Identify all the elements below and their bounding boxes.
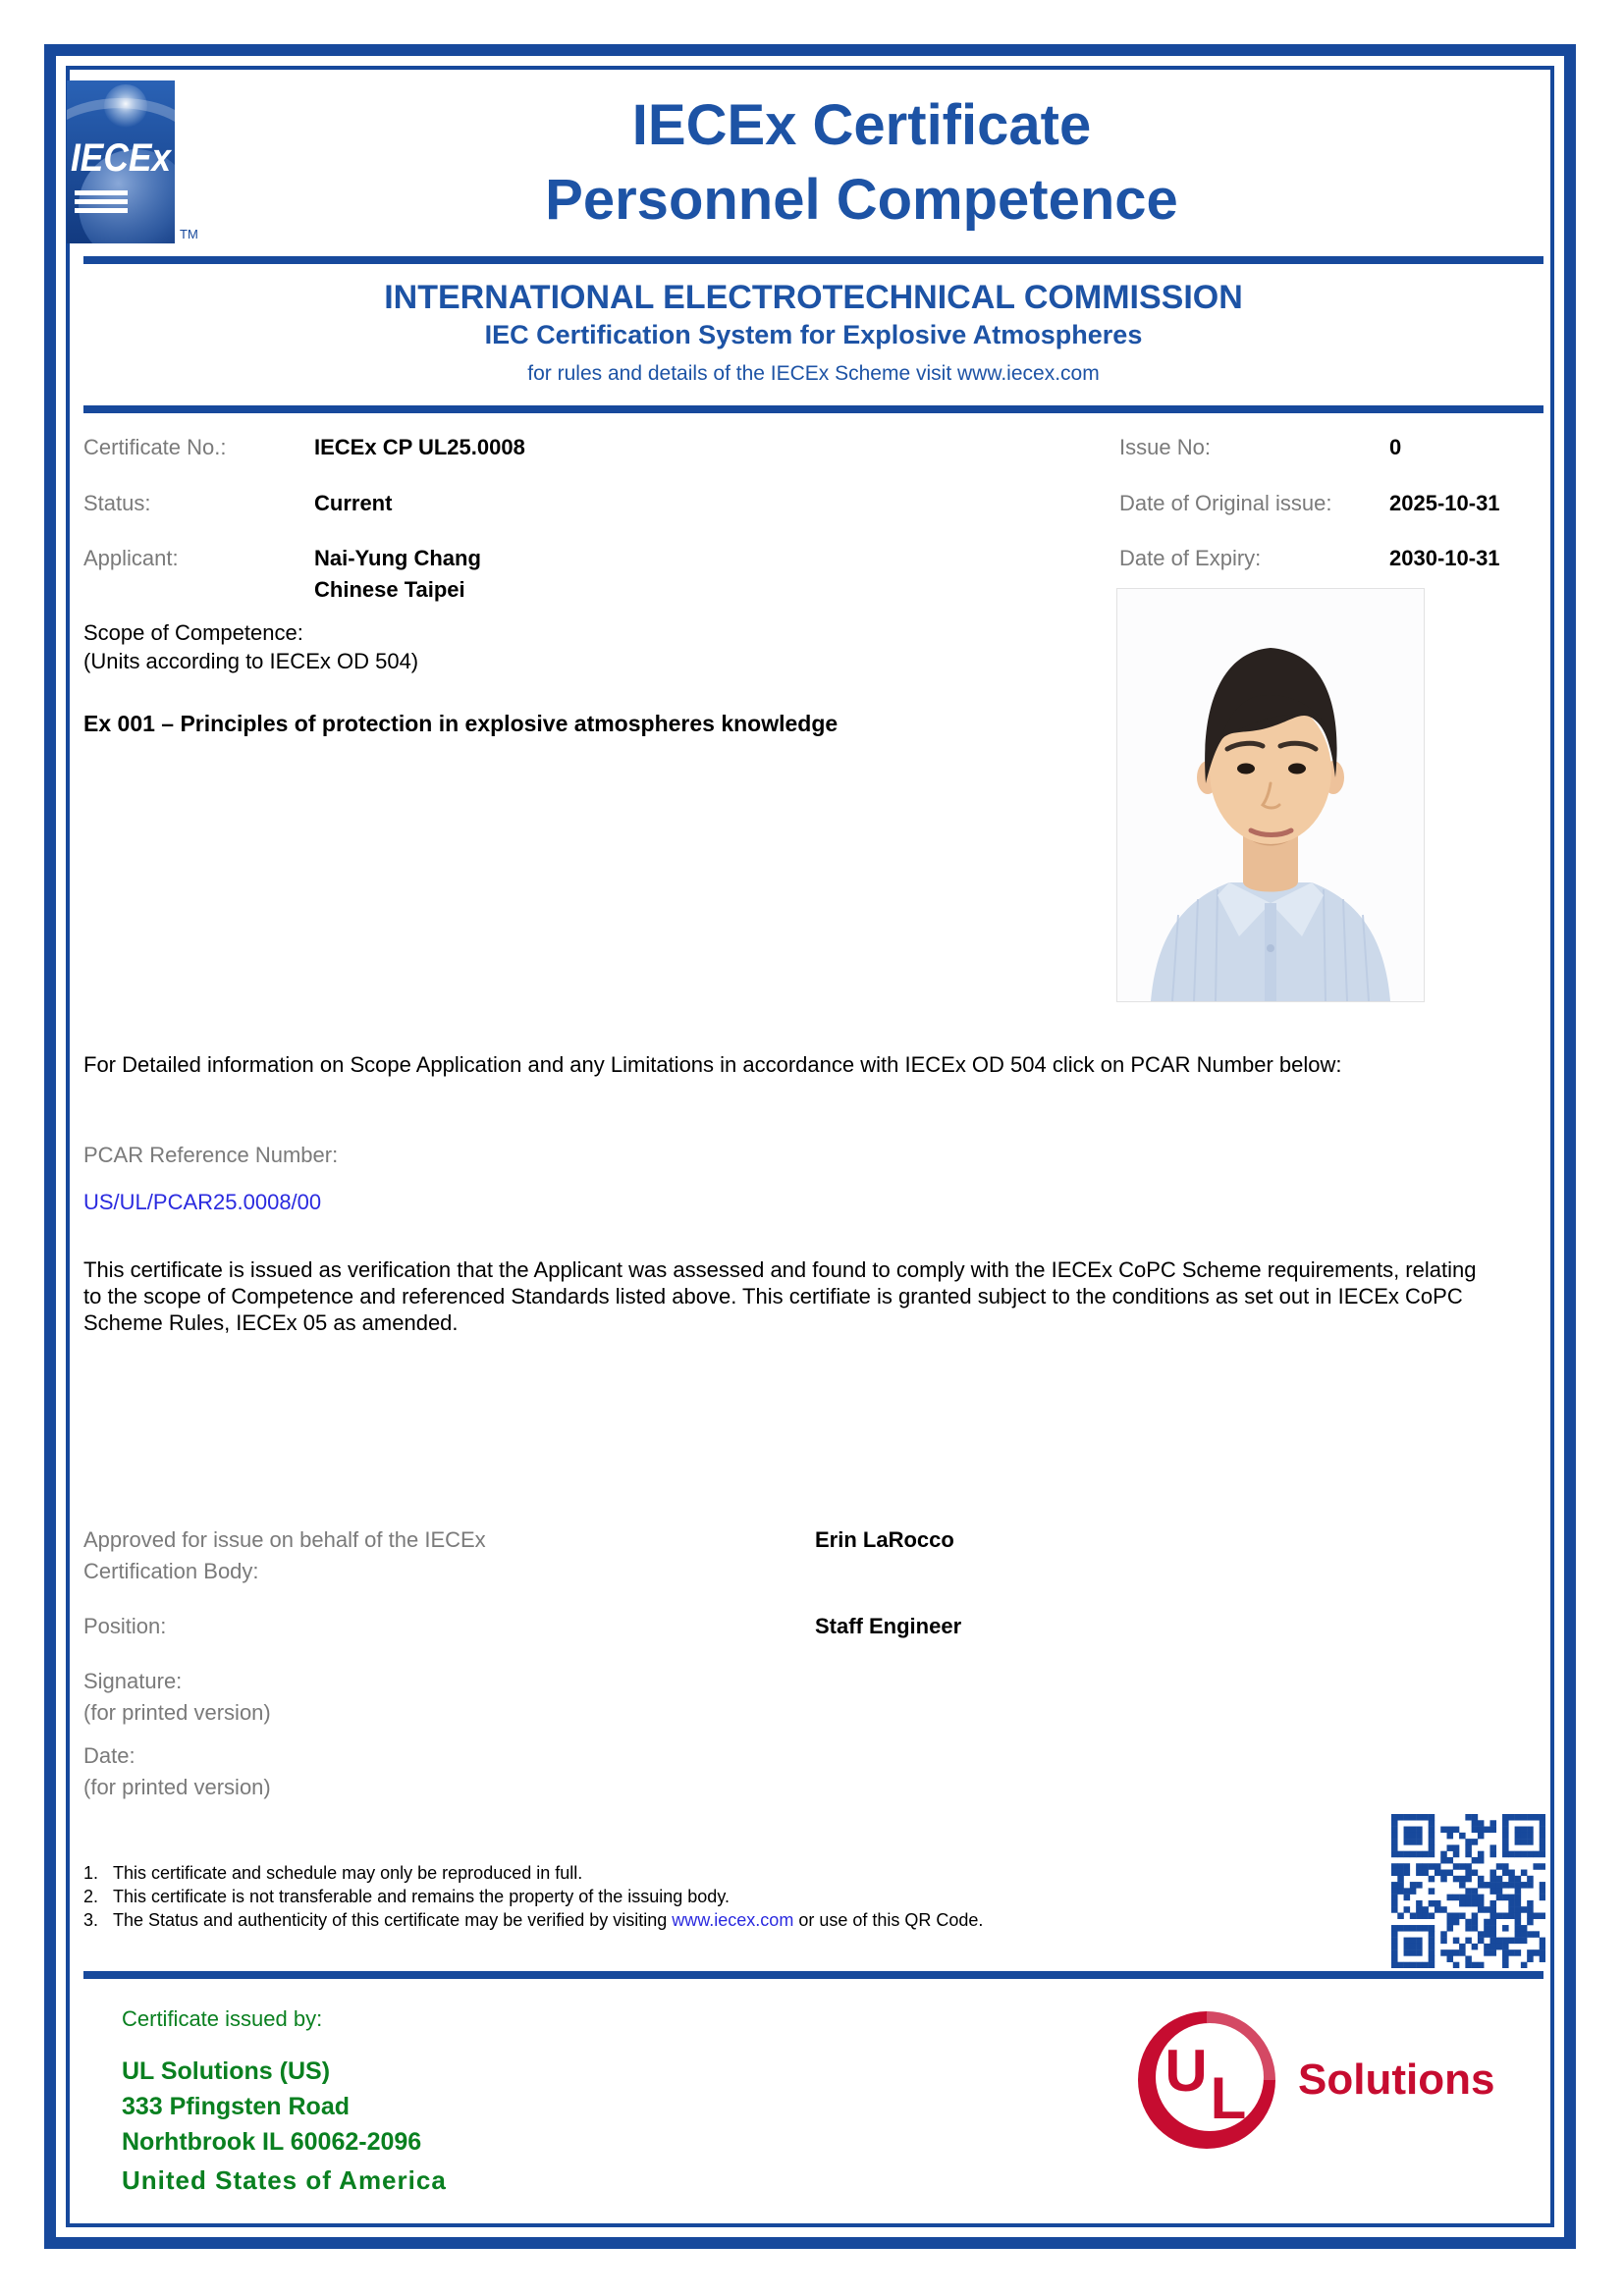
footnote-2	[83, 1887, 730, 1907]
approved-by-name: Erin LaRocco	[815, 1527, 954, 1552]
certificate-title	[177, 88, 1546, 238]
issuer-name: UL Solutions (US)	[122, 2057, 331, 2085]
issue-no-value: 0	[1389, 435, 1402, 459]
ul-monogram-l: L	[1210, 2065, 1247, 2131]
title-line2: Personnel Competence	[545, 168, 1178, 232]
issuer-address-line2: Norhtbrook IL 60062-2096	[122, 2128, 422, 2156]
footnote-2-text: This certificate is not transferable and remains the property of the issuing body.	[113, 1887, 730, 1906]
signature-label: Signature:	[83, 1669, 183, 1693]
certificate-statement: This certificate is issued as verification that the Applicant was assessed and found to comply with the IECEx CoPC Scheme requirements, relating to the scope of Competence and referenced Standards listed above. This certifiate is granted subject to the conditions as set out in IECEx CoPC Scheme Rules, IECEx 05 as amended.	[83, 1257, 1477, 1335]
footnote-3-text-post: or use of this QR Code.	[793, 1910, 984, 1930]
date-note: (for printed version)	[83, 1775, 271, 1799]
rules-note-text: for rules and details of the IECEx Scheme visit	[527, 362, 957, 385]
date-original-label: Date of Original issue:	[1119, 491, 1332, 515]
approved-label-line1: Approved for issue on behalf of the IECEx	[83, 1527, 486, 1552]
scope-units-note: (Units according to IECEx OD 504)	[83, 649, 419, 673]
scope-detail-note: For Detailed information on Scope Application and any Limitations in accordance with IECEx OD 504 click on PCAR Number below:	[83, 1052, 1342, 1077]
header-divider	[83, 256, 1543, 264]
position-value: Staff Engineer	[815, 1614, 962, 1638]
position-label: Position:	[83, 1614, 167, 1638]
date-label: Date:	[83, 1743, 135, 1768]
footnote-1	[83, 1863, 582, 1884]
certificate-no-label: Certificate No.:	[83, 435, 227, 459]
scope-label: Scope of Competence:	[83, 620, 303, 645]
iecex-logo-tm-mark: TM	[180, 227, 198, 241]
status-label: Status:	[83, 491, 151, 515]
date-original-value: 2025-10-31	[1389, 491, 1500, 515]
pcar-reference-label: PCAR Reference Number:	[83, 1143, 339, 1167]
footnote-2-number: 2.	[83, 1887, 99, 1906]
issuer-address-line1: 333 Pfingsten Road	[122, 2093, 350, 2120]
commission-heading: INTERNATIONAL ELECTROTECHNICAL COMMISSION	[384, 279, 1243, 316]
ul-solutions-logo	[1135, 2008, 1278, 2152]
ul-solutions-wordmark: Solutions	[1298, 2056, 1495, 2104]
status-value: Current	[314, 491, 393, 515]
footnote-1-text: This certificate and schedule may only be reproduced in full.	[113, 1863, 583, 1883]
footnote-3-text-pre: The Status and authenticity of this certificate may be verified by visiting	[113, 1910, 673, 1930]
applicant-location: Chinese Taipei	[314, 577, 465, 602]
rules-note	[83, 362, 1543, 386]
applicant-photo	[1116, 588, 1425, 1002]
date-expiry-label: Date of Expiry:	[1119, 546, 1262, 570]
signature-note: (for printed version)	[83, 1700, 271, 1725]
footnote-iecex-link[interactable]: www.iecex.com	[672, 1910, 794, 1930]
applicant-label: Applicant:	[83, 546, 179, 570]
applicant-photo-graphic	[1117, 589, 1424, 1001]
footnote-1-number: 1.	[83, 1863, 99, 1883]
applicant-name: Nai-Yung Chang	[314, 546, 481, 570]
issued-by-label: Certificate issued by:	[122, 2006, 323, 2031]
qr-code[interactable]	[1391, 1814, 1545, 1968]
title-line1: IECEx Certificate	[631, 93, 1092, 157]
certification-system-heading: IEC Certification System for Explosive Atmospheres	[484, 320, 1143, 349]
subheader-divider	[83, 405, 1543, 413]
issue-no-label: Issue No:	[1119, 435, 1211, 459]
ul-monogram-u: U	[1164, 2038, 1208, 2104]
iecex-website-link[interactable]: www.iecex.com	[957, 362, 1100, 385]
footnote-3	[83, 1910, 983, 1931]
issuer-country: United States of America	[122, 2165, 447, 2195]
scope-unit-ex001: Ex 001 – Principles of protection in explosive atmospheres knowledge	[83, 711, 839, 736]
certificate-no-value: IECEx CP UL25.0008	[314, 435, 525, 459]
footer-divider	[83, 1971, 1543, 1979]
date-expiry-value: 2030-10-31	[1389, 546, 1500, 570]
approved-label-line2: Certification Body:	[83, 1559, 259, 1583]
footnote-3-number: 3.	[83, 1910, 99, 1930]
pcar-reference-link[interactable]: US/UL/PCAR25.0008/00	[83, 1190, 322, 1214]
iecex-logo-text: IECEx	[71, 136, 173, 180]
iecex-logo	[67, 80, 175, 243]
